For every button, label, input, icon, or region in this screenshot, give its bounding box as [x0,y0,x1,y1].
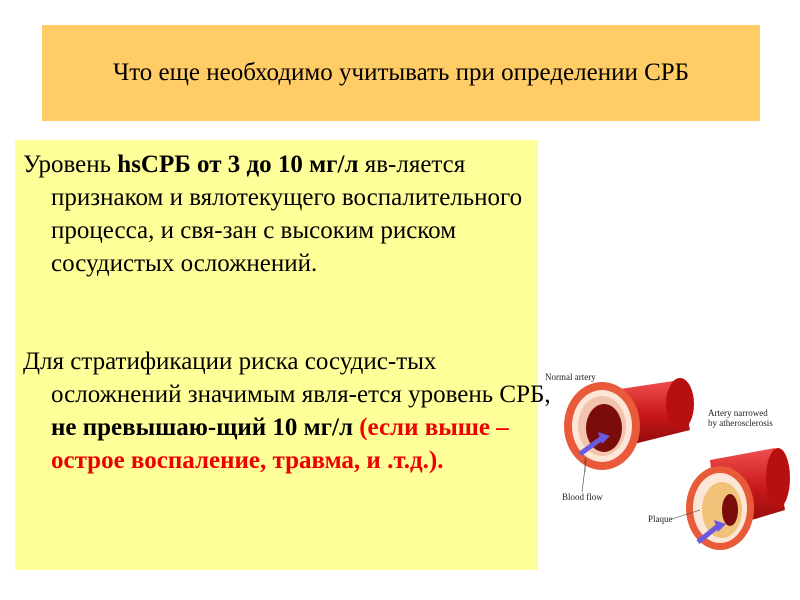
label-blood-flow: Blood flow [562,492,603,502]
label-normal-artery: Normal artery [545,372,596,382]
p1-bold: hsCРБ от 3 до 10 мг/л [117,151,359,178]
p1-text-1: Уровень [23,151,118,178]
p1-text-2: яв-ляется признаком и вялотекущего воспалительного процесса, и свя-зан с высоким риском сосудистых осложнений. [51,151,523,277]
narrowed-artery-graphic [686,448,790,550]
p2-red-note: (если выше – острое воспаление, травма, и .т.д.). [51,414,509,474]
label-plaque: Plaque [648,514,673,524]
normal-artery-graphic [564,378,694,470]
label-artery-narrowed-1: Artery narrowed [708,408,768,418]
label-artery-narrowed-2: by atherosclerosis [708,418,773,428]
slide-title: Что еще необходимо учитывать при определении СРБ [112,59,690,86]
p2-text-1: Для стратификации риска сосудис-тых осложнений значимым явля-ется уровень СРБ, [23,348,551,408]
title-banner [42,25,760,121]
paragraph-hs-crp [23,148,551,280]
artery-illustration [540,360,790,560]
paragraph-stratification [23,345,551,477]
p2-bold: не превышаю-щий 10 мг/л [51,414,353,441]
content-box [15,140,551,570]
